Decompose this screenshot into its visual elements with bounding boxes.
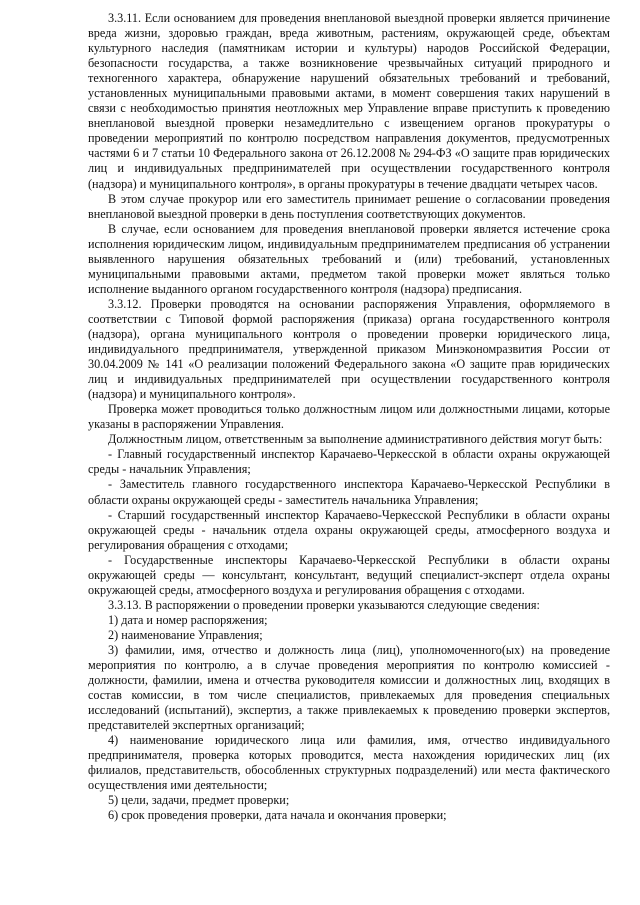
paragraph-3-3-13: 3.3.13. В распоряжении о проведении проверки указываются следующие сведения: [108,597,540,612]
paragraph-3-3-11: 3.3.11. Если основанием для проведения внеплановой выездной проверки является причинение вреда жизни, здоровью граждан, вреда животным, растениям, окружающей среде, объектам культурного наследия (памятникам истории и культуры) народов Российской Федерации, безопасности государства, а также возникновение чрезвычайных ситуаций природного и техногенного характера, обнаружение нарушений обязательных требований и требований, установленных муниципальными правовыми актами, в момент совершения таких нарушений в связи с необходимостью принятия неотложных мер Управление вправе приступить к проведению внеплановой выездной проверки незамедлительно с извещением органов прокуратуры о проведении мероприятий по контролю посредством направления документов, предусмотренных частями 6 и 7 статьи 10 Федерального закона от 26.12.2008 № 294-ФЗ «О защите прав юридических лиц и индивидуальных предпринимателей при осуществлении государственного контроля (надзора) и муниципального контроля», в органы прокуратуры в течение двадцати четырех часов. [88,11,610,191]
list-item-2: 2) наименование Управления; [108,627,263,642]
document-page [88,11,610,824]
list-item-state-inspectors: - Государственные инспекторы Карачаево-Черкесской Республики в области охраны окружающей среды — консультант, консультант, ведущий специалист-эксперт отдела охраны окружающей среды, атмосферного воздуха и регулирования обращения с отходами. [88,552,610,597]
list-item-1: 1) дата и номер распоряжения; [108,612,268,627]
list-item-chief-inspector: - Главный государственный инспектор Карачаево-Черкесской в области охраны окружающей среды - начальник Управления; [88,447,610,477]
list-item-senior-inspector: - Старший государственный инспектор Карачаево-Черкесской Республики в области охраны окружающей среды - начальник отдела охраны окружающей среды, атмосферного воздуха и регулирования обращения с отходами; [88,507,610,552]
list-item-deputy-chief-inspector: - Заместитель главного государственного инспектора Карачаево-Черкесской Республики в области охраны окружающей среды - заместитель начальника Управления; [88,477,610,507]
list-item-4: 4) наименование юридического лица или фамилия, имя, отчество индивидуального предпринимателя, проверка которых проводится, места нахождения юридических лиц (их филиалов, представительств, обособленных структурных подразделений) или места фактического осуществления ими деятельности; [88,733,610,793]
list-item-5: 5) цели, задачи, предмет проверки; [108,793,290,808]
list-item-3: 3) фамилии, имя, отчество и должность лица (лиц), уполномоченного(ых) на проведение мероприятия по контролю, а в случае проведения мероприятия по контролю комиссией - должности, фамилии, имена и отчества руководителя комиссии и должностных лиц, входящих в состав комиссии, в том числе специалистов, привлекаемых для проведения специальных исследований (испытаний), экспертиз, а также привлекаемых к проведению проверки экспертов, представителей экспертных организаций; [88,642,610,733]
paragraph-inspector-only: Проверка может проводиться только должностным лицом или должностными лицами, которые указаны в распоряжении Управления. [88,402,610,432]
list-item-6: 6) срок проведения проверки, дата начала и окончания проверки; [108,808,447,823]
paragraph-responsible-officials: Должностным лицом, ответственным за выполнение административного действия могут быть: [108,432,603,447]
paragraph-prescription-deadline: В случае, если основанием для проведения внеплановой проверки является истечение срока исполнения юридическим лицом, индивидуальным предпринимателем предписания об устранении выявленного нарушения обязательных требований и (или) требований, установленных муниципальными правовыми актами, предметом такой проверки может являться только исполнение выданного органом государственного контроля (надзора) предписания. [88,221,610,296]
paragraph-3-3-12: 3.3.12. Проверки проводятся на основании распоряжения Управления, оформляемого в соответствии с Типовой формой распоряжения (приказа) органа государственного контроля (надзора), органа муниципального контроля о проведении проверки юридического лица, индивидуального предпринимателя, утвержденной приказом Минэкономразвития России от 30.04.2009 № 141 «О реализации положений Федерального закона «О защите прав юридических лиц и индивидуальных предпринимателей при осуществлении государственного контроля (надзора) и муниципального контроля». [88,296,610,402]
paragraph-prosecutor-decision: В этом случае прокурор или его заместитель принимает решение о согласовании проведения внеплановой выездной проверки в день поступления соответствующих документов. [88,191,610,221]
